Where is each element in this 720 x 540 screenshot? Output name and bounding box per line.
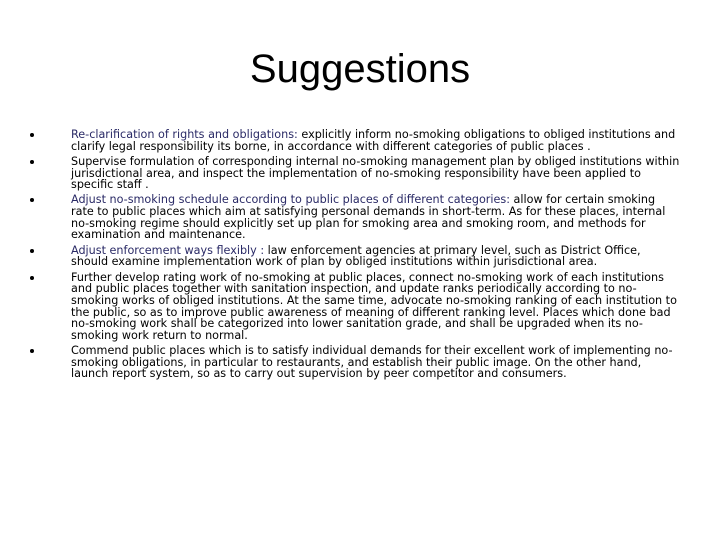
bullet-body-text: Supervise formulation of corresponding internal no-smoking management plan by obliged institutions within jurisdictional area, and inspect the implementation of no-smoking responsibility have been applied to specific staff . — [71, 154, 680, 192]
bullet-item — [30, 245, 680, 268]
bullet-item — [30, 345, 680, 380]
slide-title: Suggestions — [249, 47, 471, 91]
bullet-dot-icon — [30, 160, 34, 164]
bullet-body-text: allow for certain smoking rate to public places which aim at satisfying personal demands in short-term. As for these places, internal no-smoking regime should explicitly set up plan for smoking area and smoking room, and methods for examination and maintenance. — [71, 193, 666, 242]
bullet-lead-text: Adjust enforcement ways flexibly : — [71, 243, 265, 257]
bullet-lead-text: Adjust no-smoking schedule according to public places of different categories: — [71, 193, 510, 207]
bullet-dot-icon — [30, 349, 34, 353]
bullet-list — [30, 129, 680, 384]
bullet-body-text: Commend public places which is to satisfy individual demands for their excellent work of implementing no-smoking obligations, in particular to restaurants, and establish their public image. On the other hand, launch report system, so as to carry out supervision by peer competitor and consumers. — [71, 344, 673, 381]
bullet-item — [30, 194, 680, 241]
bullet-body-text: Further develop rating work of no-smoking at public places, connect no-smoking work of each institutions and public places together with sanitation inspection, and update ranks periodically according to no-smoking works of obliged institutions. At the same time, advocate no-smoking ranking of each institution to the public, so as to improve public awareness of meaning of different ranking level. Places which done bad no-smoking work shall be categorized into lower sanitation grade, and shall be upgraded when its no-smoking work return to normal. — [71, 270, 677, 342]
bullet-item — [30, 272, 680, 342]
bullet-dot-icon — [30, 276, 34, 280]
bullet-lead-text: Re-clarification of rights and obligations: — [71, 128, 298, 141]
bullet-item — [30, 156, 680, 191]
bullet-dot-icon — [30, 198, 34, 202]
bullet-dot-icon — [30, 133, 34, 137]
bullet-item — [30, 129, 680, 152]
bullet-body-text: explicitly inform no-smoking obligations to obliged institutions and clarify legal responsibility its borne, in accordance with different categories of public places . — [71, 128, 676, 153]
bullet-body-text: law enforcement agencies at primary level, such as District Office, should examine implementation work of plan by obliged institutions within jurisdictional area. — [71, 243, 641, 269]
bullet-dot-icon — [30, 249, 34, 253]
